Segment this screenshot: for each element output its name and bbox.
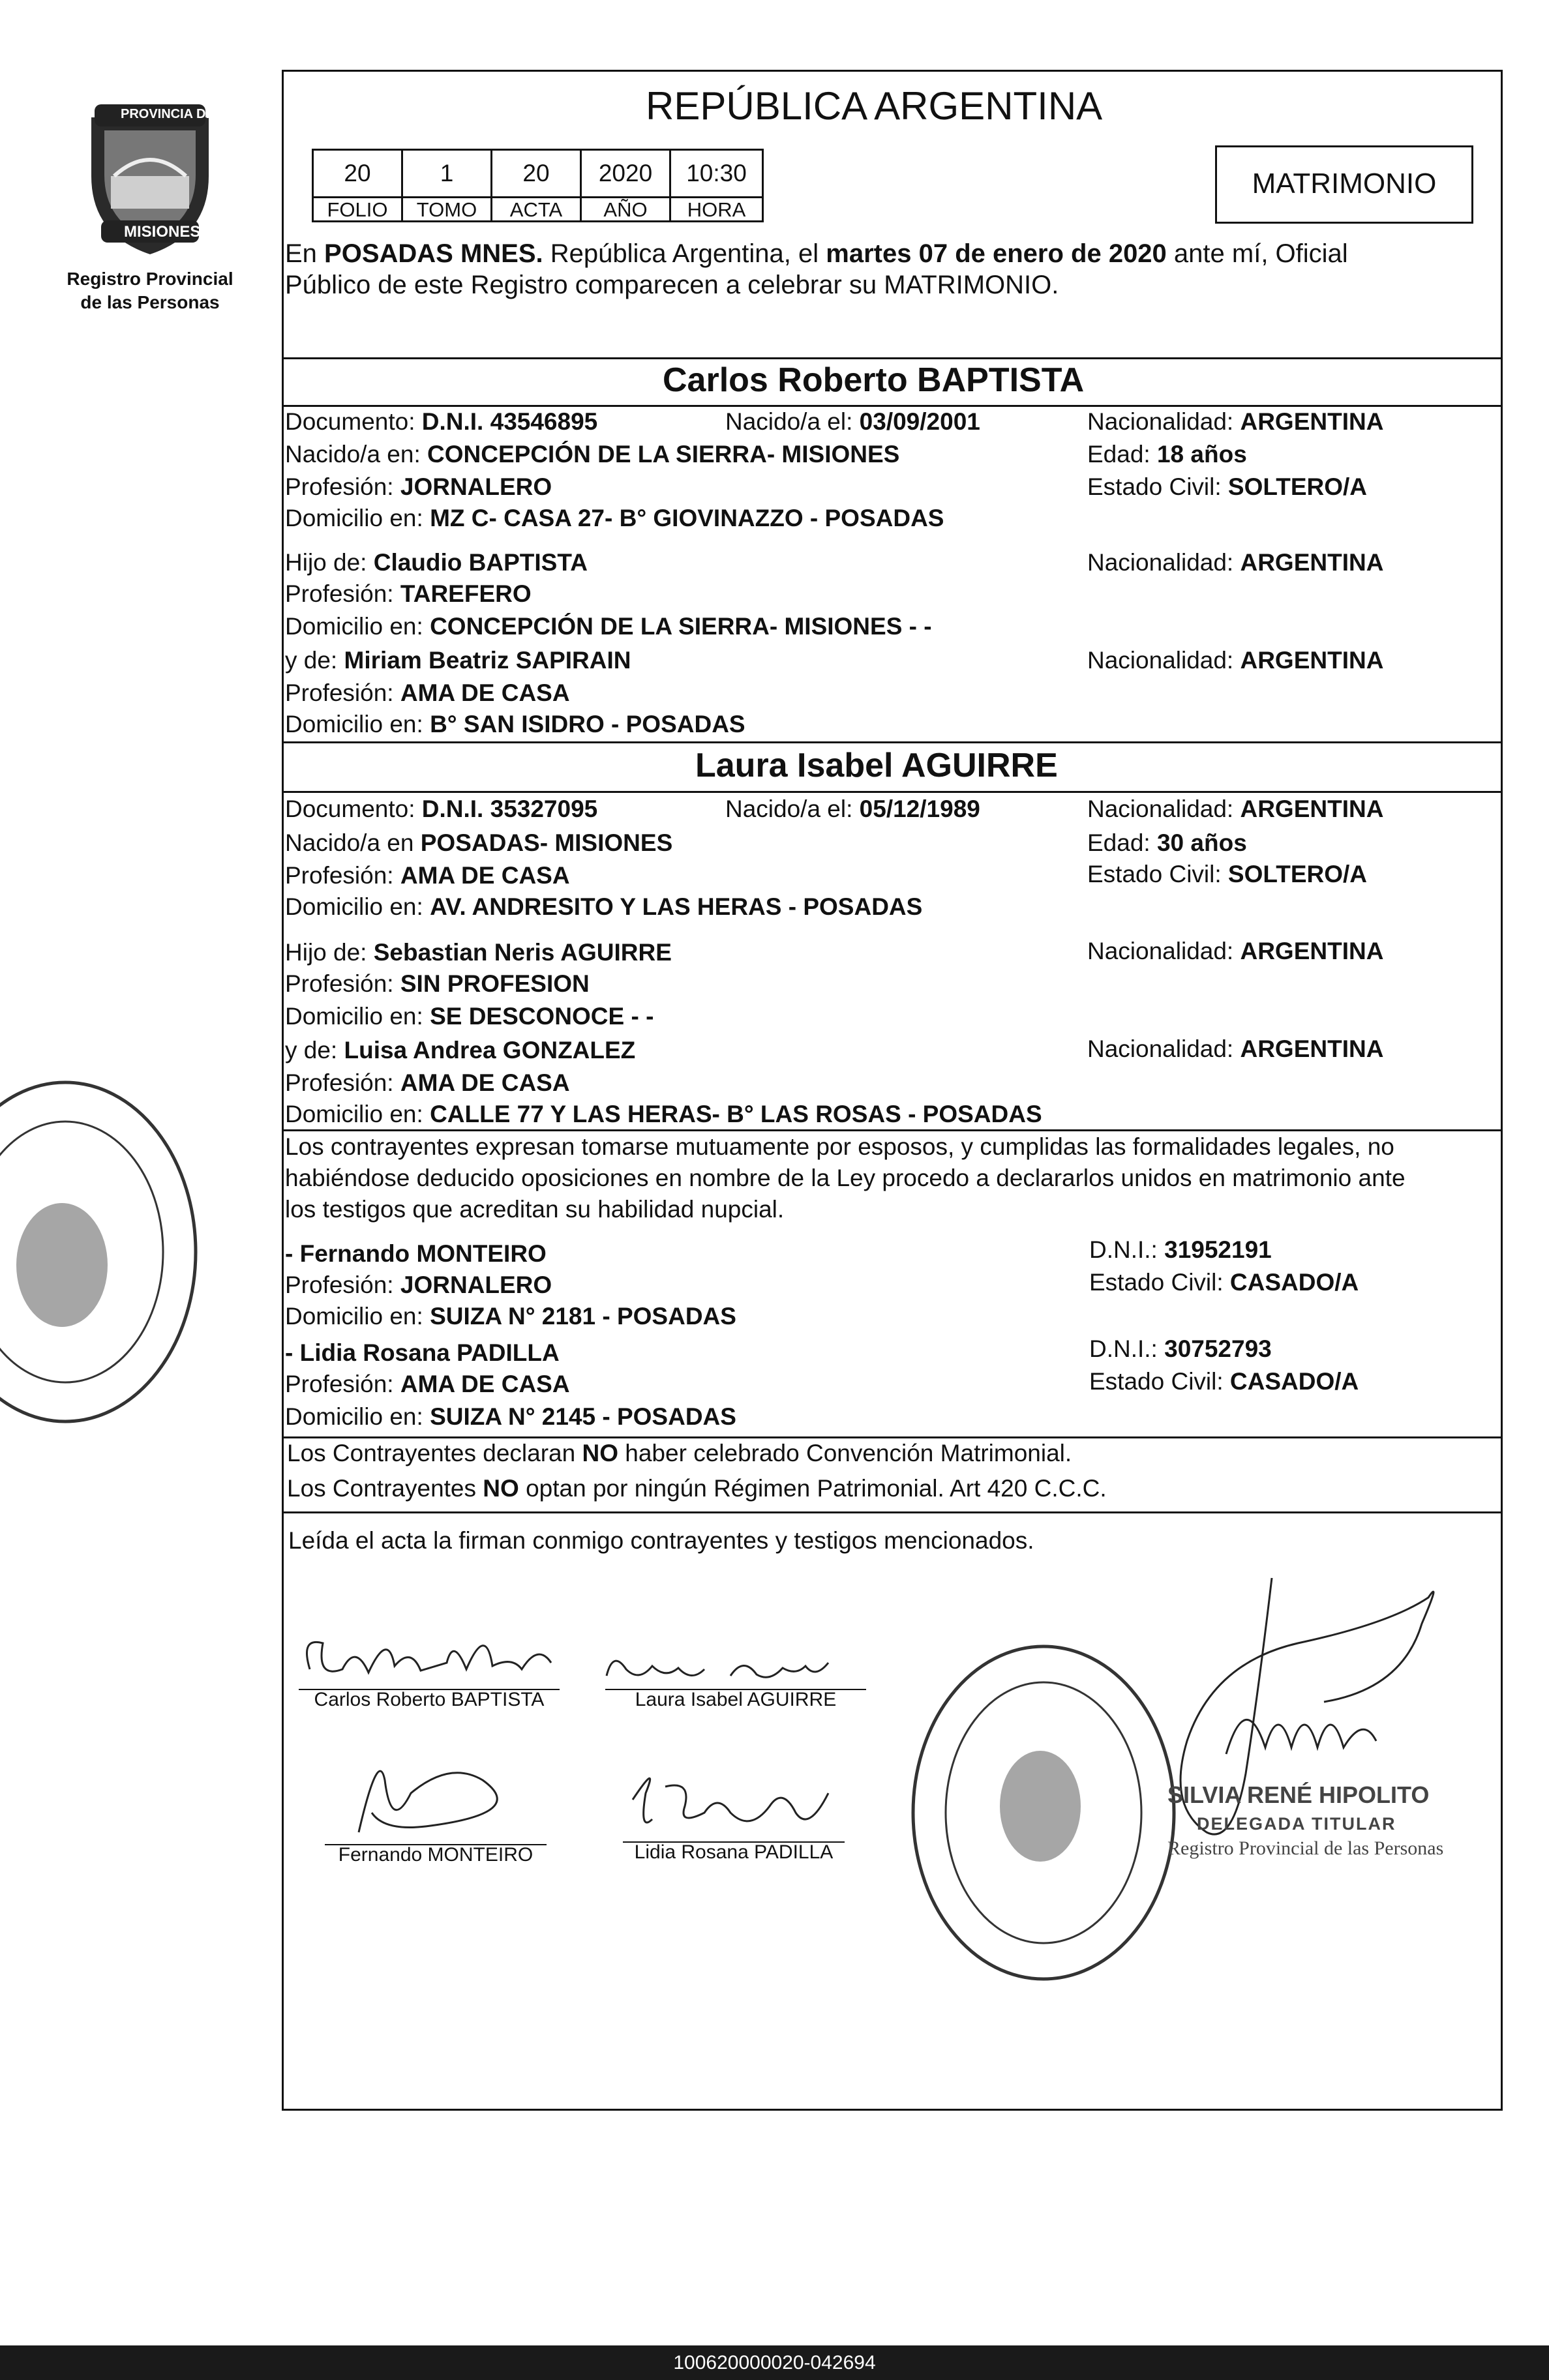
groom-father: Hijo de: Claudio BAPTISTA: [285, 549, 588, 576]
intro-text-2: República Argentina, el: [543, 239, 826, 268]
witness-2-address: Domicilio en: SUIZA N° 2145 - POSADAS: [285, 1403, 736, 1430]
folio-label: FOLIO: [312, 196, 403, 222]
witness-1-profession: Profesión: JORNALERO: [285, 1272, 552, 1298]
witness-1-name: - Fernando MONTEIRO: [285, 1240, 547, 1267]
signature-witness-2: [620, 1754, 841, 1845]
groom-mother-profession: Profesión: AMA DE CASA: [285, 679, 570, 706]
groom-birth-place: Nacido/a en: CONCEPCIÓN DE LA SIERRA- MISIONES: [285, 441, 900, 468]
official-org: Registro Provincial de las Personas: [1167, 1837, 1444, 1859]
bride-father: Hijo de: Sebastian Neris AGUIRRE: [285, 939, 672, 966]
bride-mother: y de: Luisa Andrea GONZALEZ: [285, 1037, 636, 1064]
intro-line-2: Público de este Registro comparecen a celebrar su MATRIMONIO.: [285, 271, 1059, 299]
intro-date: martes 07 de enero de 2020: [826, 239, 1167, 268]
groom-birth-date: Nacido/a el: 03/09/2001: [725, 408, 980, 435]
rule-groom-top: [282, 357, 1503, 359]
bride-civil-status: Estado Civil: SOLTERO/A: [1087, 861, 1368, 887]
acta-label: ACTA: [490, 196, 582, 222]
signature-label-groom: Carlos Roberto BAPTISTA: [314, 1689, 545, 1710]
rule-bride-name: [282, 791, 1503, 793]
tomo-value: 1: [401, 149, 492, 198]
bride-mother-profession: Profesión: AMA DE CASA: [285, 1069, 570, 1096]
groom-father-nationality: Nacionalidad: ARGENTINA: [1087, 549, 1384, 576]
bride-father-nationality: Nacionalidad: ARGENTINA: [1087, 938, 1384, 964]
bride-mother-address: Domicilio en: CALLE 77 Y LAS HERAS- B° LAS ROSAS - POSADAS: [285, 1101, 1042, 1127]
rule-bride-top: [282, 741, 1503, 743]
witness-1-address: Domicilio en: SUIZA N° 2181 - POSADAS: [285, 1303, 736, 1330]
country-title: REPÚBLICA ARGENTINA: [646, 84, 1103, 128]
signature-bride: [600, 1630, 874, 1695]
witness-2-name: - Lidia Rosana PADILLA: [285, 1339, 560, 1366]
groom-address: Domicilio en: MZ C- CASA 27- B° GIOVINAZZO - POSADAS: [285, 505, 944, 531]
declaration-line-3: los testigos que acreditan su habilidad nupcial.: [285, 1196, 785, 1223]
bride-father-profession: Profesión: SIN PROFESION: [285, 970, 590, 997]
left-round-stamp: [0, 1069, 209, 1435]
witness-2-civil-status: Estado Civil: CASADO/A: [1089, 1368, 1359, 1395]
groom-mother-nationality: Nacionalidad: ARGENTINA: [1087, 647, 1384, 674]
bride-birth-place: Nacido/a en POSADAS- MISIONES: [285, 829, 673, 856]
rule-declaration-top: [282, 1129, 1503, 1131]
agreement-convention: Los Contrayentes declaran NO haber celebrado Convención Matrimonial.: [287, 1440, 1072, 1466]
bride-profession: Profesión: AMA DE CASA: [285, 862, 570, 889]
groom-age: Edad: 18 años: [1087, 441, 1247, 468]
ano-value: 2020: [580, 149, 671, 198]
groom-document: Documento: D.N.I. 43546895: [285, 408, 598, 435]
groom-civil-status: Estado Civil: SOLTERO/A: [1087, 473, 1368, 500]
doc-type-box: MATRIMONIO: [1215, 145, 1473, 224]
signature-groom: [297, 1617, 571, 1695]
declaration-line-2: habiéndose deducido oposiciones en nombre de la Ley procedo a declararlos unidos en matrimonio ante: [285, 1165, 1406, 1191]
witness-2-dni: D.N.I.: 30752793: [1089, 1335, 1272, 1362]
registry-name-line-1: Registro Provincial: [67, 269, 233, 289]
bride-mother-nationality: Nacionalidad: ARGENTINA: [1087, 1035, 1384, 1062]
bride-address: Domicilio en: AV. ANDRESITO Y LAS HERAS - POSADAS: [285, 893, 923, 920]
groom-profession: Profesión: JORNALERO: [285, 473, 552, 500]
signature-label-witness-1: Fernando MONTEIRO: [338, 1844, 534, 1866]
intro-line-1: [285, 239, 1348, 269]
groom-mother: y de: Miriam Beatriz SAPIRAIN: [285, 647, 631, 674]
acta-value: 20: [490, 149, 582, 198]
hora-value: 10:30: [669, 149, 764, 198]
rule-agreements-bottom: [282, 1511, 1503, 1513]
logo-text-top: PROVINCIA DE: [121, 107, 215, 121]
declaration-line-1: Los contrayentes expresan tomarse mutuamente por esposos, y cumplidas las formalidades legales, no: [285, 1133, 1394, 1160]
groom-name: Carlos Roberto BAPTISTA: [663, 361, 1085, 399]
witness-2-profession: Profesión: AMA DE CASA: [285, 1371, 570, 1397]
groom-mother-address: Domicilio en: B° SAN ISIDRO - POSADAS: [285, 711, 745, 737]
folio-value: 20: [312, 149, 403, 198]
closing-text: Leída el acta la firman conmigo contrayentes y testigos mencionados.: [288, 1527, 1034, 1554]
groom-father-profession: Profesión: TAREFERO: [285, 580, 532, 607]
witness-1-civil-status: Estado Civil: CASADO/A: [1089, 1269, 1359, 1296]
bride-father-address: Domicilio en: SE DESCONOCE - -: [285, 1003, 654, 1030]
witness-1-dni: D.N.I.: 31952191: [1089, 1236, 1272, 1263]
bride-nationality: Nacionalidad: ARGENTINA: [1087, 796, 1384, 822]
groom-nationality: Nacionalidad: ARGENTINA: [1087, 408, 1384, 435]
bride-age: Edad: 30 años: [1087, 829, 1247, 856]
seal-icon: [0, 1069, 209, 1435]
official-name: SILVIA RENÉ HIPOLITO: [1167, 1781, 1430, 1808]
intro-place: POSADAS MNES.: [324, 239, 543, 268]
groom-father-address: Domicilio en: CONCEPCIÓN DE LA SIERRA- MISIONES - -: [285, 613, 932, 640]
official-title: DELEGADA TITULAR: [1197, 1814, 1396, 1834]
logo-text-bottom: MISIONES: [124, 223, 201, 241]
signature-label-witness-2: Lidia Rosana PADILLA: [634, 1841, 834, 1863]
signature-label-bride: Laura Isabel AGUIRRE: [635, 1689, 837, 1710]
agreement-regime: Los Contrayentes NO optan por ningún Régimen Patrimonial. Art 420 C.C.C.: [287, 1475, 1107, 1502]
footer-code: 100620000020-042694: [0, 2345, 1549, 2380]
bride-birth-date: Nacido/a el: 05/12/1989: [725, 796, 980, 822]
signature-witness-1: [333, 1734, 541, 1845]
intro-text-3: ante mí, Oficial: [1166, 239, 1348, 268]
tomo-label: TOMO: [401, 196, 492, 222]
bride-document: Documento: D.N.I. 35327095: [285, 796, 598, 822]
ano-label: AÑO: [580, 196, 671, 222]
registry-name-line-2: de las Personas: [80, 292, 220, 312]
registry-logo: [55, 98, 245, 320]
hora-label: HORA: [669, 196, 764, 222]
intro-text-1: En: [285, 239, 325, 268]
bride-name: Laura Isabel AGUIRRE: [695, 747, 1058, 784]
